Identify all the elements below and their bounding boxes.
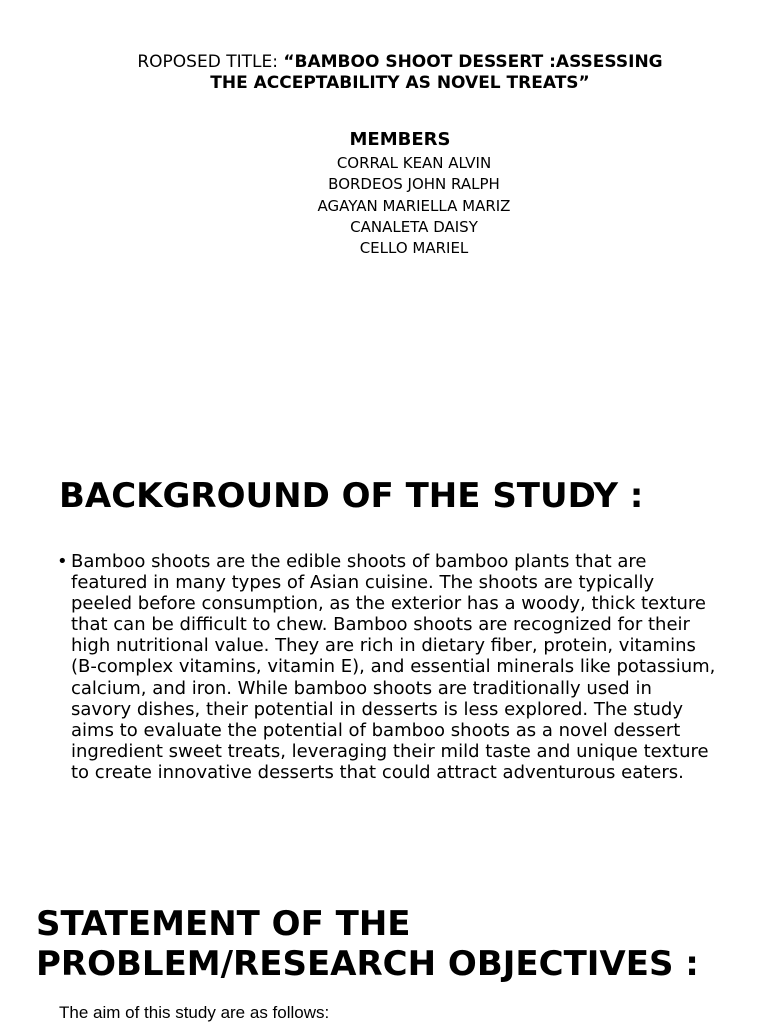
proposed-title: [0, 52, 768, 94]
background-bullet-item: [57, 551, 717, 783]
bullet-dot-icon: •: [57, 551, 68, 572]
member-name: CORRAL KEAN ALVIN: [336, 154, 492, 172]
title-line-1: [0, 52, 768, 73]
background-heading: BACKGROUND OF THE STUDY :: [59, 476, 644, 516]
title-text-part-2: THE ACCEPTABILITY AS NOVEL TREATS”: [210, 73, 590, 93]
member-name: CELLO MARIEL: [359, 239, 469, 258]
title-text-part-1: “BAMBOO SHOOT DESSERT :ASSESSING: [283, 52, 663, 72]
members-list: [0, 153, 768, 259]
title-prefix: ROPOSED TITLE:: [137, 52, 284, 72]
statement-of-problem-heading: STATEMENT OF THE PROBLEM/RESEARCH OBJECTIVES :: [36, 904, 699, 984]
background-paragraph: Bamboo shoots are the edible shoots of bamboo plants that are featured in many types of Asian cuisine. The shoots are typically peeled before consumption, as the exterior has a woody, thick texture that can be difficult to chew. Bamboo shoots are recognized for their high nutritional value. They are rich in dietary fiber, protein, vitamins (B-complex vitamins, vitamin E), and essential minerals like potassium, calcium, and iron. While bamboo shoots are traditionally used in savory dishes, their potential in desserts is less explored. The study aims to evaluate the potential of bamboo shoots as a novel dessert ingredient sweet treats, leveraging their mild taste and unique texture to create innovative desserts that could attract adventurous eaters.: [71, 551, 716, 783]
aims-intro-text: The aim of this study are as follows:: [59, 1003, 330, 1022]
member-name: AGAYAN MARIELLA MARIZ: [317, 196, 511, 215]
member-name: CANALETA DAISY: [350, 217, 478, 236]
members-heading: MEMBERS: [349, 129, 451, 150]
member-name: BORDEOS JOHN RALPH: [328, 175, 500, 194]
